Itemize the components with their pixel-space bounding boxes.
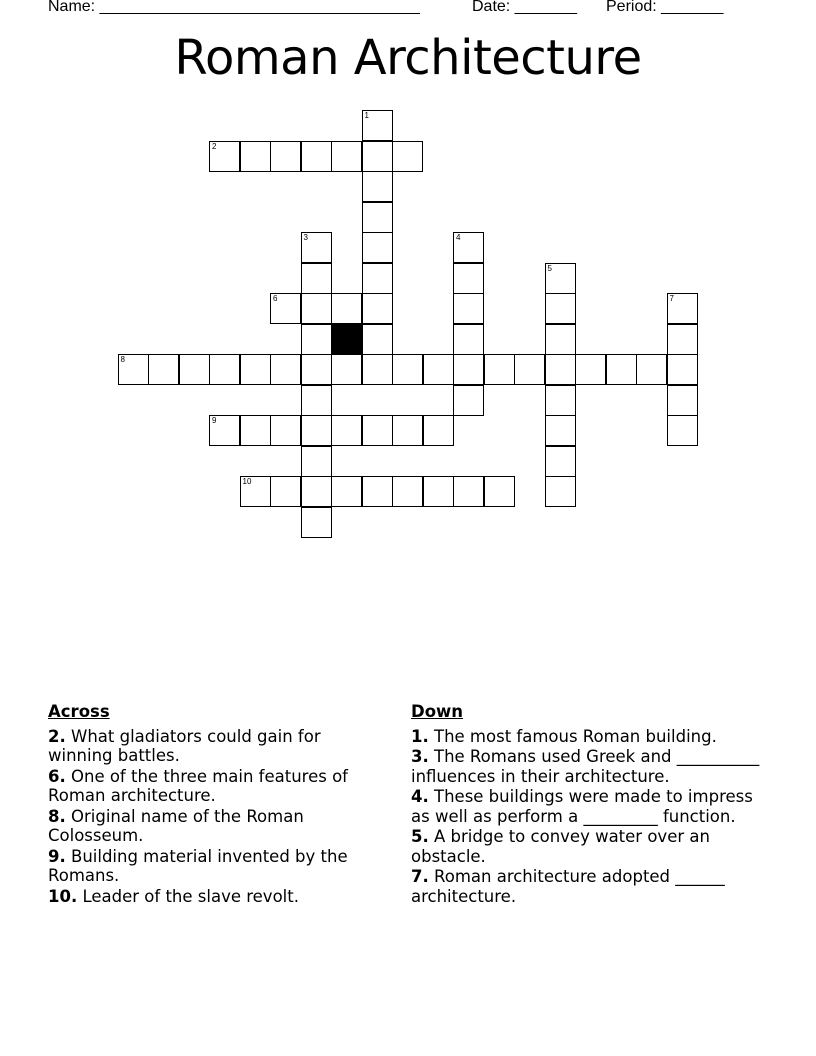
grid-cell[interactable] <box>545 476 576 507</box>
grid-cell[interactable] <box>453 293 484 324</box>
grid-cell[interactable] <box>240 415 271 446</box>
grid-cell[interactable] <box>362 263 393 294</box>
grid-cell[interactable] <box>606 354 637 385</box>
clue-down-4: 4. These buildings were made to impress as well as perform a _________ function. <box>411 787 753 826</box>
grid-cell[interactable] <box>362 110 393 141</box>
grid-cell[interactable] <box>209 354 240 385</box>
grid-cell[interactable] <box>575 354 606 385</box>
grid-cell[interactable] <box>240 354 271 385</box>
grid-cell[interactable] <box>392 476 423 507</box>
grid-cell[interactable] <box>270 293 301 324</box>
grid-cell[interactable] <box>453 263 484 294</box>
grid-cell[interactable] <box>301 141 332 172</box>
grid-cell[interactable] <box>545 293 576 324</box>
grid-cell[interactable] <box>270 476 301 507</box>
grid-cell[interactable] <box>545 354 576 385</box>
grid-cell[interactable] <box>362 202 393 233</box>
grid-cell[interactable] <box>301 415 332 446</box>
grid-cell[interactable] <box>667 354 698 385</box>
page-title: Roman Architecture <box>174 30 642 86</box>
grid-cell[interactable] <box>240 141 271 172</box>
grid-cell[interactable] <box>331 415 362 446</box>
grid-cell[interactable] <box>423 476 454 507</box>
clue-down-1: 1. The most famous Roman building. <box>411 726 717 746</box>
down-clues <box>411 702 771 907</box>
clue-number: 8 <box>120 355 125 364</box>
period-field[interactable]: Period: _______ <box>606 0 724 15</box>
grid-cell[interactable] <box>331 293 362 324</box>
grid-cell[interactable] <box>667 385 698 416</box>
grid-cell[interactable] <box>545 324 576 355</box>
grid-cell[interactable] <box>270 141 301 172</box>
clue-number: 9 <box>212 416 217 425</box>
grid-cell[interactable] <box>667 293 698 324</box>
clue-number: 2 <box>212 141 217 151</box>
grid-cell[interactable] <box>270 415 301 446</box>
grid-cell[interactable] <box>301 232 332 263</box>
clue-number: 6 <box>273 294 278 303</box>
grid-cell[interactable] <box>301 293 332 324</box>
grid-cell[interactable] <box>301 354 332 385</box>
grid-cell[interactable] <box>453 476 484 507</box>
grid-cell[interactable] <box>484 476 515 507</box>
grid-cell[interactable] <box>453 354 484 385</box>
across-clues <box>48 702 383 907</box>
grid-cell[interactable] <box>209 415 240 446</box>
name-field[interactable]: Name: ____________________________________ <box>48 0 420 15</box>
grid-cell[interactable] <box>362 415 393 446</box>
grid-cell[interactable] <box>545 263 576 294</box>
grid-cell[interactable] <box>301 476 332 507</box>
grid-cell[interactable] <box>301 324 332 355</box>
grid-cell[interactable] <box>331 141 362 172</box>
clue-down-5: 5. A bridge to convey water over an obstacle. <box>411 827 710 866</box>
grid-cell[interactable] <box>362 354 393 385</box>
grid-cell[interactable] <box>118 354 149 385</box>
clue-across-8: 8. Original name of the Roman Colosseum. <box>48 806 304 845</box>
clue-number: 3 <box>303 233 308 242</box>
grid-cell[interactable] <box>667 324 698 355</box>
grid-cell[interactable] <box>362 293 393 324</box>
grid-cell[interactable] <box>667 415 698 446</box>
clue-number: 7 <box>669 294 674 303</box>
grid-cell[interactable] <box>636 354 667 385</box>
clue-across-9: 9. Building material invented by the Romans. <box>48 846 348 885</box>
grid-cell[interactable] <box>331 354 362 385</box>
grid-cell[interactable] <box>392 141 423 172</box>
grid-cell[interactable] <box>179 354 210 385</box>
grid-cell[interactable] <box>362 476 393 507</box>
down-heading: Down <box>411 702 464 721</box>
date-field[interactable]: Date: _______ <box>472 0 577 15</box>
grid-cell[interactable] <box>484 354 515 385</box>
grid-cell[interactable] <box>331 476 362 507</box>
grid-cell[interactable] <box>423 415 454 446</box>
grid-cell[interactable] <box>301 385 332 416</box>
grid-cell[interactable] <box>301 263 332 294</box>
grid-cell[interactable] <box>362 141 393 172</box>
grid-cell[interactable] <box>545 446 576 477</box>
clue-number: 5 <box>547 263 552 273</box>
across-heading: Across <box>48 702 110 721</box>
grid-cell[interactable] <box>148 354 179 385</box>
grid-cell[interactable] <box>514 354 545 385</box>
grid-cell[interactable] <box>362 171 393 202</box>
grid-cell[interactable] <box>453 385 484 416</box>
grid-cell[interactable] <box>270 354 301 385</box>
grid-cell[interactable] <box>240 476 271 507</box>
grid-cell[interactable] <box>423 354 454 385</box>
blocked-cell <box>331 324 362 355</box>
grid-cell[interactable] <box>453 232 484 263</box>
grid-cell[interactable] <box>362 324 393 355</box>
grid-cell[interactable] <box>545 385 576 416</box>
grid-cell[interactable] <box>362 232 393 263</box>
grid-cell[interactable] <box>209 141 240 172</box>
clue-number: 10 <box>242 477 252 486</box>
grid-cell[interactable] <box>453 324 484 355</box>
grid-cell[interactable] <box>392 354 423 385</box>
grid-cell[interactable] <box>301 507 332 538</box>
clue-across-10: 10. Leader of the slave revolt. <box>48 886 299 906</box>
grid-cell[interactable] <box>301 446 332 477</box>
clue-number: 4 <box>456 233 461 242</box>
clue-across-2: 2. What gladiators could gain for winning battles. <box>48 726 321 765</box>
grid-cell[interactable] <box>545 415 576 446</box>
grid-cell[interactable] <box>392 415 423 446</box>
clue-across-6: 6. One of the three main features of Roman architecture. <box>48 766 348 805</box>
clue-number: 1 <box>364 111 369 120</box>
clue-down-7: 7. Roman architecture adopted ______ architecture. <box>411 867 725 906</box>
clue-down-3: 3. The Romans used Greek and __________ influences in their architecture. <box>411 747 760 786</box>
